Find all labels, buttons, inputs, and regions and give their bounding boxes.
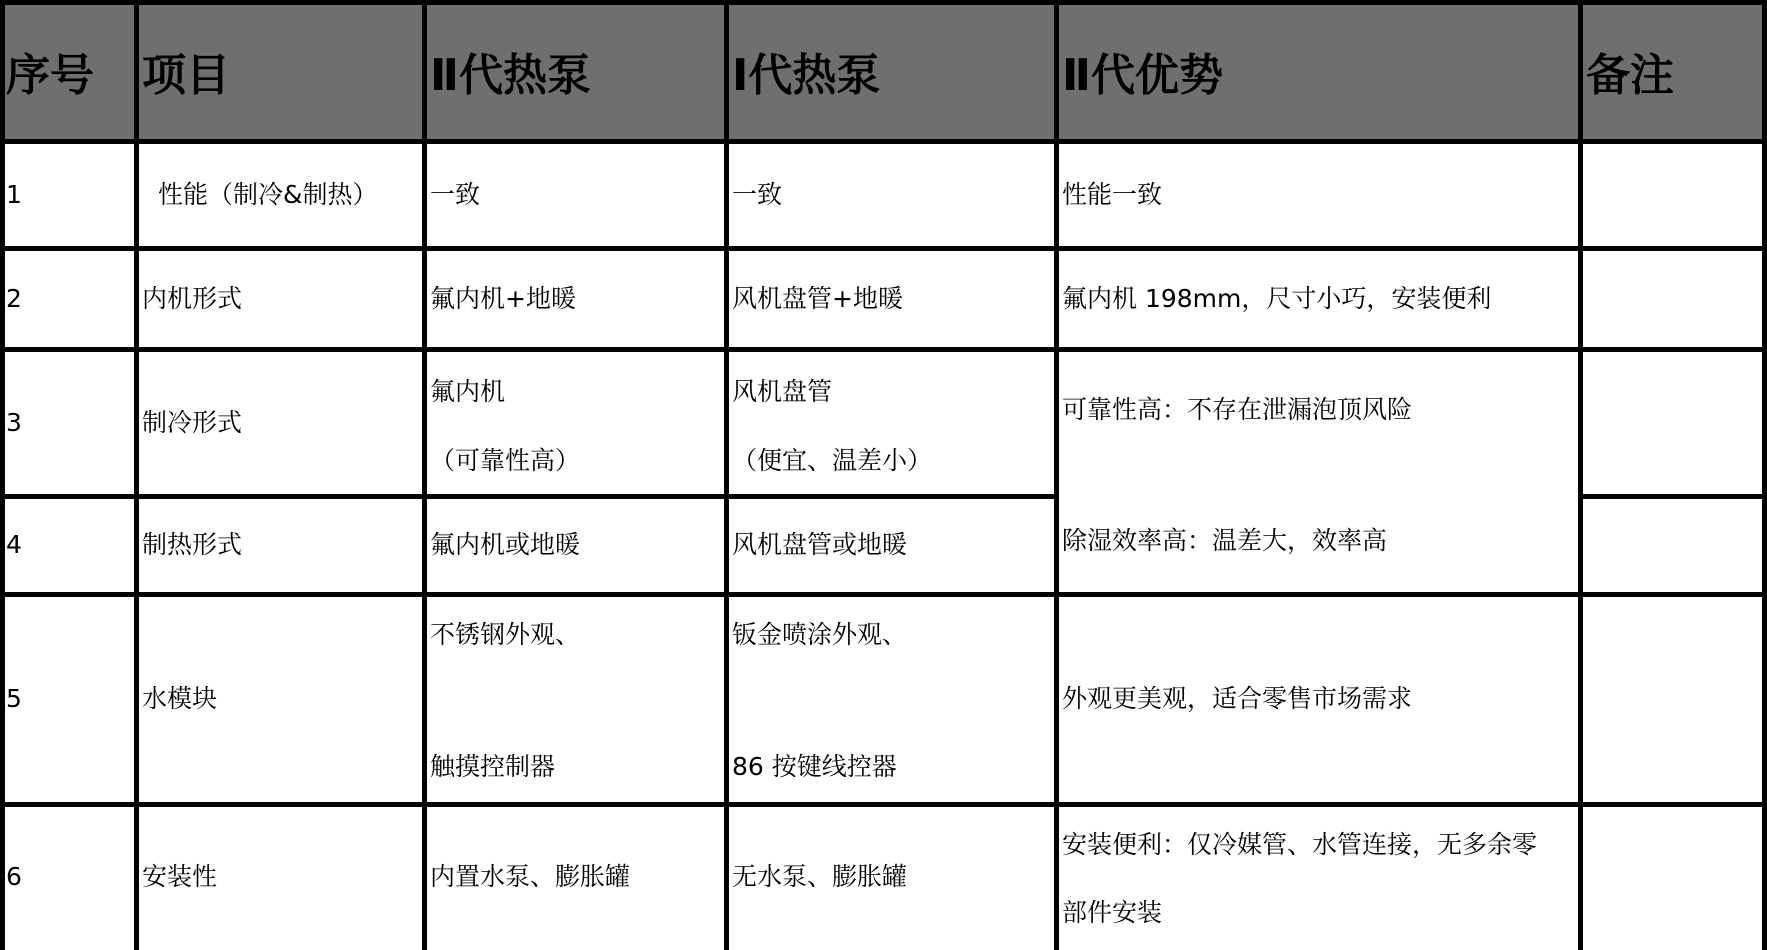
row3-gen1: [726, 349, 1056, 496]
row5-no: 5: [0, 594, 136, 804]
row5-note: [1580, 594, 1767, 804]
row2-no: 2: [0, 248, 136, 349]
row1-no: 1: [0, 141, 136, 248]
row4-note: [1580, 496, 1767, 594]
header-gen2: Ⅱ代热泵: [424, 0, 726, 141]
header-gen1: Ⅰ代热泵: [726, 0, 1056, 141]
row6-advantage-line2: 部件安装: [1062, 898, 1163, 927]
row3-gen2: [424, 349, 726, 496]
row6-no: 6: [0, 804, 136, 950]
row1-note: [1580, 141, 1767, 248]
row6-advantage-line1: 安装便利：仅冷媒管、水管连接，无多余零: [1062, 830, 1538, 859]
row3-no: 3: [0, 349, 136, 496]
row4-gen1: 风机盘管或地暖: [726, 496, 1056, 594]
row6-item: 安装性: [136, 804, 424, 950]
row2-gen1: 风机盘管+地暖: [726, 248, 1056, 349]
row5-gen2-line1: 不锈钢外观、: [430, 620, 581, 649]
row1-gen2: 一致: [424, 141, 726, 248]
row5-advantage: 外观更美观，适合零售市场需求: [1056, 594, 1580, 804]
row1-item: 性能（制冷&制热）: [136, 141, 424, 248]
row2-gen2: 氟内机+地暖: [424, 248, 726, 349]
row3-gen1-line1: 风机盘管: [732, 377, 833, 406]
row4-gen2: 氟内机或地暖: [424, 496, 726, 594]
row6-advantage: [1056, 804, 1580, 950]
grid-line: [1578, 494, 1767, 499]
header-advantage: Ⅱ代优势: [1056, 0, 1580, 141]
row1-gen1: 一致: [726, 141, 1056, 248]
row6-gen2: 内置水泵、膨胀罐: [424, 804, 726, 950]
row6-gen1: 无水泵、膨胀罐: [726, 804, 1056, 950]
header-note: 备注: [1580, 0, 1767, 141]
row3-note: [1580, 349, 1767, 496]
row2-advantage: 氟内机 198mm，尺寸小巧，安装便利: [1056, 248, 1580, 349]
row4-no: 4: [0, 496, 136, 594]
header-no: 序号: [0, 0, 136, 141]
row3-item: 制冷形式: [136, 349, 424, 496]
row5-gen2: [424, 594, 726, 804]
rows3-4-advantage: [1056, 349, 1580, 594]
grid-line: [0, 802, 1767, 807]
row5-gen2-line2: 触摸控制器: [430, 752, 556, 781]
row2-item: 内机形式: [136, 248, 424, 349]
row5-gen1-line1: 钣金喷涂外观、: [732, 620, 908, 649]
row4-item: 制热形式: [136, 496, 424, 594]
advantage-reliability: 可靠性高：不存在泄漏泡顶风险: [1062, 395, 1413, 424]
row6-note: [1580, 804, 1767, 950]
row5-item: 水模块: [136, 594, 424, 804]
grid-line: [0, 246, 1767, 251]
row5-gen1-line2: 86 按键线控器: [732, 752, 897, 781]
header-item: 项目: [136, 0, 424, 141]
grid-line: [0, 494, 1056, 499]
grid-line: [0, 592, 1767, 597]
row1-advantage: 性能一致: [1056, 141, 1580, 248]
grid-line: [0, 139, 1767, 144]
row2-note: [1580, 248, 1767, 349]
row3-gen2-line2: （可靠性高）: [430, 446, 581, 475]
row3-gen1-line2: （便宜、温差小）: [732, 446, 933, 475]
grid-line: [0, 0, 1767, 5]
row5-gen1: [726, 594, 1056, 804]
advantage-dehumidify: 除湿效率高：温差大，效率高: [1062, 526, 1388, 555]
grid-line: [0, 347, 1767, 352]
row3-gen2-line1: 氟内机: [430, 377, 506, 406]
